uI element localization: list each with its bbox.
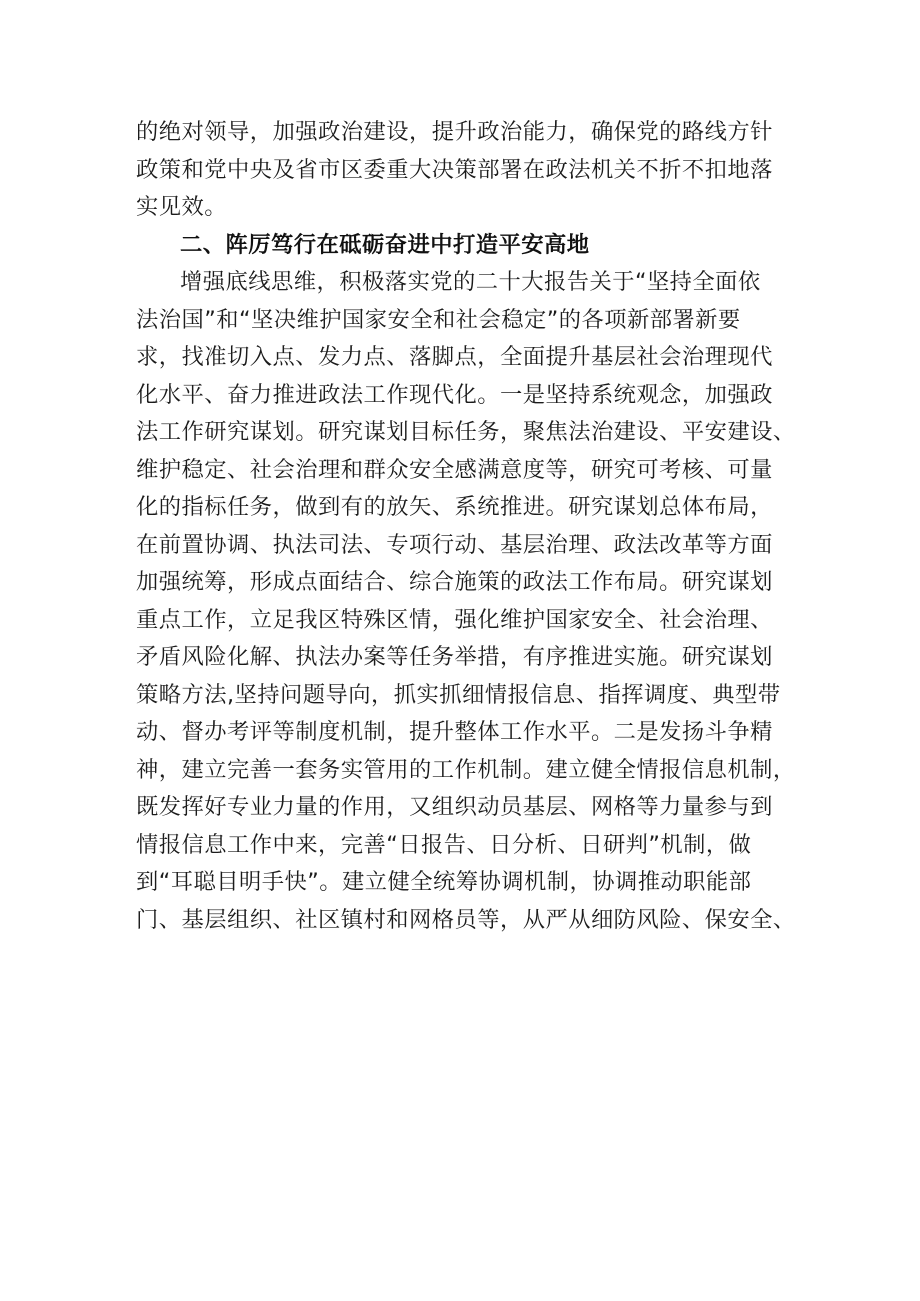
paragraph-line: 化水平、奋力推进政法工作现代化。一是坚持系统观念，加强政 xyxy=(136,381,773,408)
paragraph-line: 的绝对领导，加强政治建设，提升政治能力，确保党的路线方针 xyxy=(136,119,773,145)
paragraph-line: 情报信息工作中来，完善“日报告、日分析、日研判”机制，做 xyxy=(136,831,752,858)
paragraph-line: 在前置协调、执法司法、专项行动、基层治理、政法改革等方面 xyxy=(136,531,773,558)
paragraph-line: 矛盾风险化解、执法办案等任务举措，有序推进实施。研究谋划 xyxy=(136,644,773,670)
paragraph-line: 既发挥好专业力量的作用，又组织动员基层、网格等力量参与到 xyxy=(136,794,773,820)
paragraph-line: 加强统筹，形成点面结合、综合施策的政法工作布局。研究谋划 xyxy=(136,569,773,595)
section-heading: 二、阵厉笃行在砥砺奋进中打造平安高地 xyxy=(180,231,590,258)
paragraph-line: 门、基层组织、社区镇村和网格员等，从严从细防风险、保安全、 xyxy=(136,906,796,933)
paragraph-line: 神，建立完善一套务实管用的工作机制。建立健全情报信息机制， xyxy=(136,756,796,783)
paragraph-line: 到“耳聪目明手快”。建立健全统筹协调机制，协调推动职能部 xyxy=(136,869,752,895)
paragraph-line: 化的指标任务，做到有的放矢、系统推进。研究谋划总体布局， xyxy=(136,494,773,520)
paragraph-line: 维护稳定、社会治理和群众安全感满意度等，研究可考核、可量 xyxy=(136,456,773,483)
paragraph-line: 动、督办考评等制度机制，提升整体工作水平。二是发扬斗争精 xyxy=(136,719,773,745)
paragraph-line: 求，找准切入点、发力点、落脚点，全面提升基层社会治理现代 xyxy=(136,344,773,370)
paragraph-line: 重点工作，立足我区特殊区情，强化维护国家安全、社会治理、 xyxy=(136,606,773,633)
paragraph-line: 法治国”和“坚决维护国家安全和社会稳定”的各项新部署新要 xyxy=(136,306,741,333)
paragraph-line: 策略方法,坚持问题导向，抓实抓细情报信息、指挥调度、典型带 xyxy=(136,681,781,708)
paragraph-line: 法工作研究谋划。研究谋划目标任务，聚焦法治建设、平安建设、 xyxy=(136,419,796,445)
paragraph-line: 增强底线思维，积极落实党的二十大报告关于“坚持全面依 xyxy=(180,269,761,295)
paragraph-line: 政策和党中央及省市区委重大决策部署在政法机关不折不扣地落 xyxy=(136,156,773,183)
document-body xyxy=(136,114,796,939)
paragraph-line: 实见效。 xyxy=(136,194,227,220)
